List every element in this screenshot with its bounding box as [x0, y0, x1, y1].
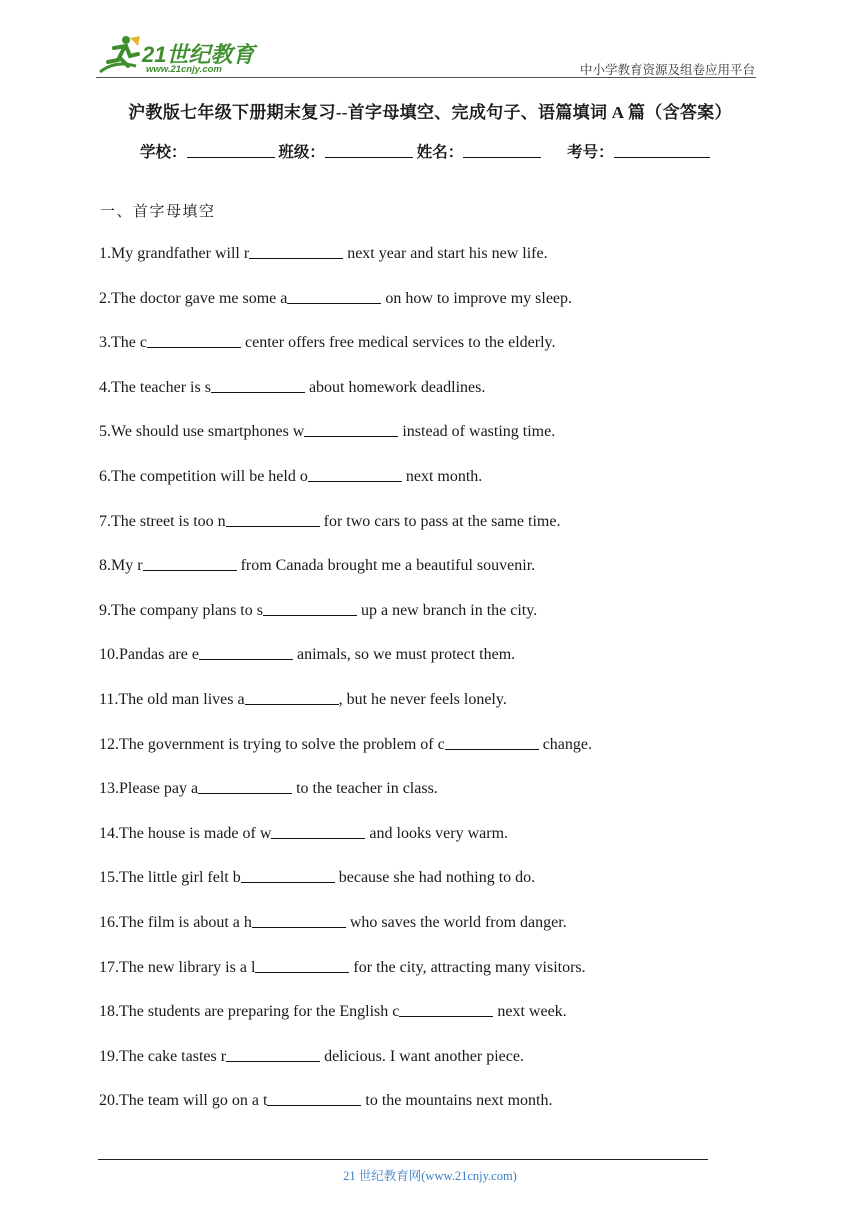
footer-divider	[98, 1159, 708, 1160]
class-label: 班级：	[278, 144, 325, 161]
answer-blank[interactable]	[304, 422, 398, 437]
exam-number-blank[interactable]	[614, 143, 710, 158]
question-text-before-blank: 9.The company plans to s	[99, 601, 263, 619]
question-text-before-blank: 4.The teacher is s	[99, 378, 211, 396]
question-item	[99, 868, 535, 887]
question-text-before-blank: 16.The film is about a h	[99, 914, 252, 931]
school-label: 学校：	[140, 144, 187, 161]
question-text-after-blank: who saves the world from danger.	[345, 914, 567, 931]
answer-blank[interactable]	[199, 645, 293, 660]
question-item	[99, 467, 482, 486]
question-text-after-blank: on how to improve my sleep.	[381, 289, 573, 307]
question-text-after-blank: for two cars to pass at the same time.	[319, 512, 561, 530]
answer-blank[interactable]	[271, 824, 365, 839]
question-text-before-blank: 17.The new library is a l	[99, 958, 256, 976]
question-text-after-blank: next year and start his new life.	[343, 245, 548, 262]
question-text-after-blank: about homework deadlines.	[304, 378, 486, 396]
section-heading: 一、首字母填空	[100, 204, 216, 220]
question-text-after-blank: from Canada brought me a beautiful souvenir.	[236, 557, 536, 575]
question-text-before-blank: 12.The government is trying to solve the problem of c	[99, 735, 445, 753]
question-text-before-blank: 1.My grandfather will r	[99, 245, 250, 262]
question-text-after-blank: , but he never feels lonely.	[338, 691, 507, 708]
question-item	[99, 779, 438, 798]
question-text-before-blank: 13.Please pay a	[99, 780, 199, 798]
logo-url-text: www.21cnjy.com	[146, 64, 222, 75]
question-text-after-blank: because she had nothing to do.	[334, 869, 536, 887]
footer-text: 21 世纪教育网(www.21cnjy.com)	[343, 1169, 517, 1183]
question-item	[99, 1002, 567, 1021]
question-text-after-blank: center offers free medical services to the elderly.	[240, 334, 556, 352]
question-item	[99, 1091, 553, 1110]
question-text-after-blank: instead of wasting time.	[398, 423, 556, 441]
question-item	[99, 244, 548, 263]
question-item	[99, 378, 485, 397]
answer-blank[interactable]	[143, 556, 237, 571]
question-text-after-blank: next month.	[401, 468, 483, 485]
question-item	[99, 512, 560, 531]
question-text-after-blank: next week.	[493, 1003, 567, 1021]
answer-blank[interactable]	[226, 512, 320, 527]
answer-blank[interactable]	[241, 868, 335, 883]
question-item	[99, 690, 507, 709]
question-text-after-blank: change.	[538, 735, 593, 753]
question-text-before-blank: 19.The cake tastes r	[99, 1047, 227, 1065]
question-text-before-blank: 2.The doctor gave me some a	[99, 289, 288, 307]
student-info-row	[140, 140, 710, 162]
question-item	[99, 422, 555, 441]
exam-number-label: 考号：	[567, 144, 614, 161]
question-item	[99, 645, 515, 664]
question-item	[99, 601, 537, 620]
answer-blank[interactable]	[287, 289, 381, 304]
question-text-before-blank: 6.The competition will be held o	[99, 468, 308, 485]
question-text-before-blank: 20.The team will go on a t	[99, 1092, 268, 1110]
header-divider	[96, 77, 756, 78]
answer-blank[interactable]	[249, 244, 343, 259]
logo-main-text: 21世纪教育	[142, 42, 255, 67]
question-item	[99, 958, 586, 977]
site-tagline: 中小学教育资源及组卷应用平台	[579, 63, 755, 77]
question-text-before-blank: 7.The street is too n	[99, 512, 226, 530]
answer-blank[interactable]	[226, 1047, 320, 1062]
question-item	[99, 289, 572, 308]
answer-blank[interactable]	[267, 1091, 361, 1106]
question-text-after-blank: to the mountains next month.	[361, 1092, 553, 1110]
question-item	[99, 735, 592, 754]
answer-blank[interactable]	[245, 690, 339, 705]
question-text-after-blank: and looks very warm.	[365, 824, 509, 842]
question-text-before-blank: 10.Pandas are e	[99, 646, 199, 664]
answer-blank[interactable]	[211, 378, 305, 393]
question-item	[99, 333, 556, 352]
question-item	[99, 556, 535, 575]
answer-blank[interactable]	[147, 333, 241, 348]
site-logo	[96, 34, 266, 80]
question-text-after-blank: delicious. I want another piece.	[320, 1047, 524, 1065]
question-text-before-blank: 14.The house is made of w	[99, 824, 272, 842]
question-text-after-blank: for the city, attracting many visitors.	[349, 958, 586, 976]
answer-blank[interactable]	[399, 1002, 493, 1017]
question-item	[99, 913, 567, 932]
runner-icon	[96, 34, 146, 78]
class-blank[interactable]	[325, 143, 413, 158]
question-text-before-blank: 15.The little girl felt b	[99, 869, 241, 887]
question-text-before-blank: 8.My r	[99, 557, 143, 575]
question-text-before-blank: 3.The c	[99, 334, 147, 352]
question-item	[99, 1047, 524, 1066]
question-text-before-blank: 11.The old man lives a	[99, 691, 245, 708]
question-text-after-blank: animals, so we must protect them.	[292, 646, 516, 664]
question-text-after-blank: up a new branch in the city.	[356, 601, 538, 619]
question-text-after-blank: to the teacher in class.	[292, 780, 438, 798]
school-blank[interactable]	[187, 143, 275, 158]
name-label: 姓名：	[416, 144, 464, 161]
document-title: 沪教版七年级下册期末复习--首字母填空、完成句子、语篇填词 A 篇（含答案）	[128, 103, 732, 122]
name-blank[interactable]	[463, 143, 541, 158]
answer-blank[interactable]	[255, 958, 349, 973]
answer-blank[interactable]	[308, 467, 402, 482]
answer-blank[interactable]	[252, 913, 346, 928]
answer-blank[interactable]	[445, 735, 539, 750]
question-text-before-blank: 18.The students are preparing for the English c	[99, 1003, 400, 1021]
question-item	[99, 824, 508, 843]
answer-blank[interactable]	[263, 601, 357, 616]
question-text-before-blank: 5.We should use smartphones w	[99, 423, 305, 441]
answer-blank[interactable]	[198, 779, 292, 794]
